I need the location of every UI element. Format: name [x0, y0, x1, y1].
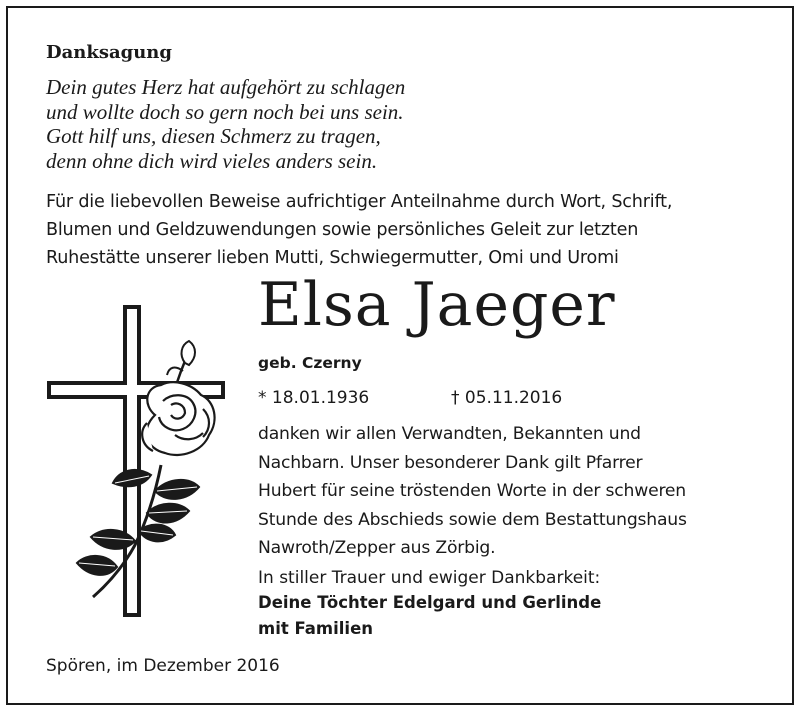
notice-heading: Danksagung — [46, 42, 172, 63]
poem — [46, 75, 405, 173]
thanks-line: Stunde des Abschieds sowie dem Bestattungshaus — [258, 509, 687, 530]
thanks-line: Hubert für seine tröstenden Worte in der schweren — [258, 481, 687, 501]
thanks-line: Nawroth/Zepper aus Zörbig. — [258, 538, 496, 558]
thanks-line: Nachbarn. Unser besonderer Dank gilt Pfarrer — [258, 452, 643, 473]
intro-line: Ruhestätte unserer lieben Mutti, Schwiegermutter, Omi und Uromi — [46, 248, 619, 268]
birth-date: * 18.01.1936 — [258, 388, 370, 408]
place-and-date: Spören, im Dezember 2016 — [46, 656, 280, 676]
thanks-paragraph — [258, 420, 687, 563]
intro-line: Blumen und Geldzuwendungen sowie persönliches Geleit zur letzten — [46, 220, 639, 240]
thanks-line: danken wir allen Verwandten, Bekannten und — [258, 424, 641, 444]
poem-line: Gott hilf uns, diesen Schmerz zu tragen, — [46, 124, 381, 148]
poem-line: denn ohne dich wird vieles anders sein. — [46, 148, 378, 173]
intro-line: Für die liebevollen Beweise aufrichtiger Anteilnahme durch Wort, Schrift, — [46, 192, 673, 212]
poem-line: Dein gutes Herz hat aufgehört zu schlagen — [46, 75, 406, 99]
signer-line: mit Familien — [258, 619, 374, 638]
deceased-name: Elsa Jaeger — [258, 270, 616, 340]
maiden-name: geb. Czerny — [258, 354, 362, 372]
signer-line: Deine Töchter Edelgard und Gerlinde — [258, 593, 602, 612]
obituary-notice — [6, 6, 794, 705]
death-date: † 05.11.2016 — [451, 388, 563, 408]
signers — [258, 590, 601, 642]
intro-paragraph — [46, 188, 672, 272]
life-dates — [258, 388, 563, 408]
cross-with-rose-icon — [43, 305, 233, 620]
closing-line: In stiller Trauer und ewiger Dankbarkeit: — [258, 568, 601, 588]
poem-line: und wollte doch so gern noch bei uns sein. — [46, 99, 404, 124]
